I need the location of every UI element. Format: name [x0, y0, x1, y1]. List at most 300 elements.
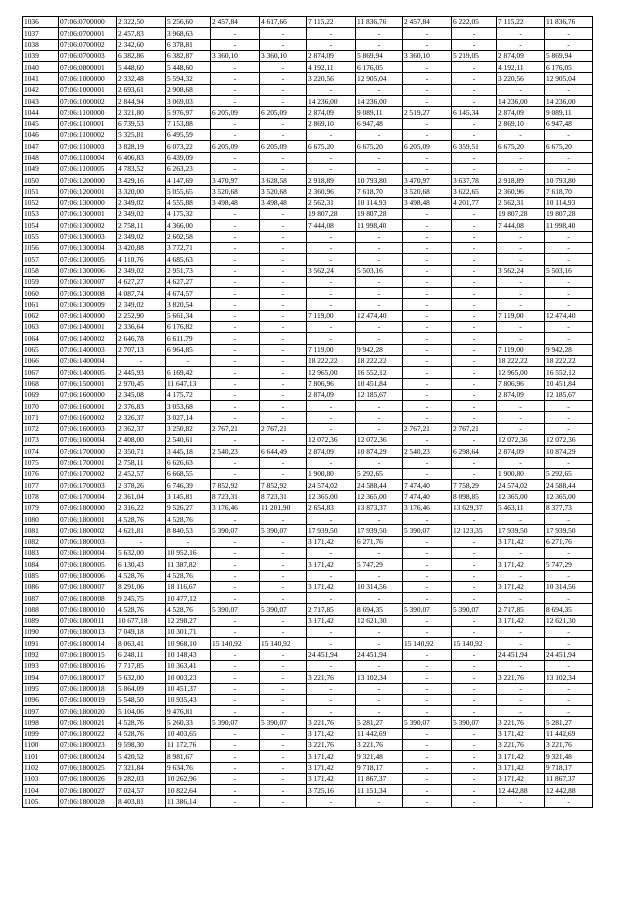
table-cell: 15 140,92: [260, 638, 307, 649]
table-cell: 12 072,36: [307, 434, 356, 445]
table-cell: 1061: [23, 299, 59, 310]
table-cell: 24 451,94: [497, 649, 545, 660]
table-cell: -: [403, 728, 452, 739]
table-cell: 2 362,37: [117, 423, 166, 434]
table-cell: -: [452, 129, 497, 140]
table-cell: 6 176,82: [166, 322, 211, 333]
table-cell: 12 365,00: [545, 491, 593, 502]
table-cell: 8 377,73: [545, 502, 593, 513]
table-cell: 3 069,03: [166, 96, 211, 107]
table-cell: 3 171,42: [307, 536, 356, 547]
table-cell: -: [545, 299, 593, 310]
table-row: [23, 310, 593, 321]
table-cell: 3 637,78: [452, 175, 497, 186]
table-cell: -: [260, 276, 307, 287]
table-row: [23, 242, 593, 253]
table-cell: 14 236,00: [307, 96, 356, 107]
table-cell: -: [260, 672, 307, 683]
table-cell: 3 470,97: [211, 175, 260, 186]
table-row: [23, 175, 593, 186]
table-cell: -: [545, 514, 593, 525]
table-cell: -: [356, 333, 403, 344]
table-cell: 2 350,71: [117, 446, 166, 457]
table-cell: -: [403, 740, 452, 751]
table-row: [23, 446, 593, 457]
table-cell: 3 520,68: [211, 186, 260, 197]
table-cell: 6 675,20: [356, 141, 403, 152]
table-cell: 2 869,10: [307, 118, 356, 129]
table-cell: -: [403, 73, 452, 84]
table-cell: -: [497, 683, 545, 694]
table-cell: 9 476,81: [166, 706, 211, 717]
table-cell: 7 806,96: [307, 378, 356, 389]
table-cell: 5 292,65: [545, 468, 593, 479]
table-cell: 11 172,76: [166, 740, 211, 751]
table-cell: 07:06:1800019: [59, 694, 117, 705]
table-cell: -: [307, 28, 356, 39]
table-cell: -: [356, 276, 403, 287]
table-cell: -: [307, 401, 356, 412]
table-cell: 12 905,04: [356, 73, 403, 84]
table-cell: -: [356, 593, 403, 604]
table-cell: 3 429,16: [117, 175, 166, 186]
table-cell: 1066: [23, 355, 59, 366]
table-cell: -: [211, 683, 260, 694]
table-cell: -: [307, 276, 356, 287]
table-cell: -: [452, 367, 497, 378]
table-cell: 07:06:1600000: [59, 389, 117, 400]
table-cell: 2 321,80: [117, 107, 166, 118]
table-cell: 3 171,42: [497, 536, 545, 547]
table-cell: 1091: [23, 638, 59, 649]
table-cell: 6 169,42: [166, 367, 211, 378]
table-cell: -: [403, 615, 452, 626]
table-cell: -: [452, 570, 497, 581]
table-cell: 2 908,68: [166, 84, 211, 95]
table-cell: 07:06:1800005: [59, 559, 117, 570]
table-cell: 07:06:1800026: [59, 773, 117, 784]
table-cell: 3 520,68: [260, 186, 307, 197]
table-cell: -: [211, 355, 260, 366]
table-cell: 07:06:1100004: [59, 152, 117, 163]
table-cell: -: [356, 660, 403, 671]
table-cell: -: [545, 638, 593, 649]
table-cell: 5 869,94: [356, 50, 403, 61]
table-cell: -: [211, 785, 260, 796]
table-cell: -: [356, 412, 403, 423]
table-cell: 15 140,92: [452, 638, 497, 649]
table-cell: 4 087,74: [117, 288, 166, 299]
table-cell: 7 474,40: [403, 491, 452, 502]
table-cell: 1056: [23, 242, 59, 253]
table-cell: 3 221,76: [545, 740, 593, 751]
table-cell: 2 693,61: [117, 84, 166, 95]
table-cell: 07:06:1300008: [59, 288, 117, 299]
table-cell: 07:06:1800028: [59, 796, 117, 807]
table-cell: 10 451,37: [166, 683, 211, 694]
table-cell: 4 201,77: [452, 197, 497, 208]
table-cell: 17 939,50: [356, 525, 403, 536]
table-cell: -: [403, 288, 452, 299]
table-cell: 2 758,11: [117, 220, 166, 231]
table-cell: 5 632,00: [117, 672, 166, 683]
table-cell: -: [497, 638, 545, 649]
table-cell: -: [403, 593, 452, 604]
table-cell: -: [211, 762, 260, 773]
table-cell: -: [117, 536, 166, 547]
table-row: [23, 118, 593, 129]
table-cell: 11 998,40: [356, 220, 403, 231]
table-cell: -: [307, 514, 356, 525]
table-row: [23, 773, 593, 784]
table-cell: -: [403, 209, 452, 220]
table-cell: 5 390,07: [403, 604, 452, 615]
table-cell: 12 965,00: [497, 367, 545, 378]
table-cell: -: [452, 706, 497, 717]
table-cell: 1076: [23, 468, 59, 479]
table-row: [23, 39, 593, 50]
table-cell: 3 027,14: [166, 412, 211, 423]
table-cell: -: [307, 683, 356, 694]
table-cell: -: [211, 694, 260, 705]
table-cell: 07:06:1700004: [59, 491, 117, 502]
table-cell: 1093: [23, 660, 59, 671]
table-cell: -: [403, 672, 452, 683]
table-cell: 1105: [23, 796, 59, 807]
table-cell: -: [452, 310, 497, 321]
table-cell: -: [307, 152, 356, 163]
table-cell: -: [403, 378, 452, 389]
table-cell: -: [545, 457, 593, 468]
table-cell: -: [307, 796, 356, 807]
table-cell: -: [356, 163, 403, 174]
table-cell: 7 852,92: [260, 480, 307, 491]
table-cell: 1090: [23, 627, 59, 638]
table-cell: -: [307, 457, 356, 468]
table-cell: -: [356, 423, 403, 434]
table-cell: 5 390,07: [403, 525, 452, 536]
table-cell: 6 495,59: [166, 129, 211, 140]
table-cell: 3 250,82: [166, 423, 211, 434]
table-cell: -: [452, 559, 497, 570]
table-cell: -: [260, 333, 307, 344]
table-cell: 11 386,14: [166, 796, 211, 807]
table-cell: -: [211, 570, 260, 581]
table-cell: -: [403, 570, 452, 581]
table-row: [23, 627, 593, 638]
table-cell: -: [356, 322, 403, 333]
table-cell: 12 621,30: [545, 615, 593, 626]
table-cell: -: [403, 333, 452, 344]
table-cell: -: [403, 536, 452, 547]
table-cell: 2 767,21: [403, 423, 452, 434]
table-cell: 3 320,00: [117, 186, 166, 197]
table-cell: -: [356, 706, 403, 717]
table-cell: 2 874,09: [307, 107, 356, 118]
table-cell: 10 451,84: [545, 378, 593, 389]
table-cell: 07:06:0700001: [59, 28, 117, 39]
table-cell: 10 952,16: [166, 547, 211, 558]
table-cell: -: [403, 96, 452, 107]
table-cell: 7 119,00: [497, 344, 545, 355]
table-cell: 1072: [23, 423, 59, 434]
table-cell: 7 618,70: [356, 186, 403, 197]
table-cell: -: [260, 84, 307, 95]
table-cell: -: [452, 84, 497, 95]
table-cell: 12 474,40: [545, 310, 593, 321]
table-cell: -: [260, 28, 307, 39]
table-cell: 1083: [23, 547, 59, 558]
table-cell: -: [403, 118, 452, 129]
table-cell: 5 390,07: [260, 525, 307, 536]
table-cell: 1100: [23, 740, 59, 751]
table-cell: -: [356, 152, 403, 163]
table-cell: -: [403, 322, 452, 333]
table-cell: -: [403, 412, 452, 423]
table-cell: 5 390,07: [211, 525, 260, 536]
table-cell: -: [260, 706, 307, 717]
table-cell: 5 390,07: [403, 717, 452, 728]
table-cell: 12 072,36: [545, 434, 593, 445]
table-cell: -: [211, 773, 260, 784]
table-cell: 1067: [23, 367, 59, 378]
table-row: [23, 468, 593, 479]
table-cell: 24 451,94: [545, 649, 593, 660]
table-cell: 3 171,42: [307, 728, 356, 739]
table-cell: 3 968,63: [166, 28, 211, 39]
table-cell: 2 342,60: [117, 39, 166, 50]
table-cell: 2 540,23: [403, 446, 452, 457]
table-cell: 2 707,13: [117, 344, 166, 355]
table-row: [23, 514, 593, 525]
table-cell: -: [497, 129, 545, 140]
table-cell: -: [211, 412, 260, 423]
table-cell: -: [260, 62, 307, 73]
table-cell: -: [497, 242, 545, 253]
table-cell: 4 192,11: [497, 62, 545, 73]
table-cell: -: [260, 762, 307, 773]
table-cell: -: [452, 152, 497, 163]
table-cell: 3 171,42: [307, 581, 356, 592]
table-row: [23, 96, 593, 107]
table-cell: -: [403, 468, 452, 479]
table-cell: -: [356, 401, 403, 412]
table-cell: 7 444,08: [307, 220, 356, 231]
table-cell: 07:06:1600003: [59, 423, 117, 434]
table-cell: -: [403, 762, 452, 773]
table-cell: 19 807,28: [545, 209, 593, 220]
table-row: [23, 423, 593, 434]
table-cell: 1099: [23, 728, 59, 739]
table-cell: -: [452, 28, 497, 39]
table-cell: -: [452, 672, 497, 683]
table-cell: 3 171,42: [497, 751, 545, 762]
table-cell: -: [211, 129, 260, 140]
table-cell: 2 361,04: [117, 491, 166, 502]
table-cell: 12 965,00: [307, 367, 356, 378]
table-cell: 1101: [23, 751, 59, 762]
table-cell: 10 314,56: [356, 581, 403, 592]
table-cell: 5 281,27: [356, 717, 403, 728]
table-cell: 24 451,94: [356, 649, 403, 660]
table-cell: -: [211, 434, 260, 445]
table-cell: 07:06:1800017: [59, 672, 117, 683]
table-cell: 9 634,76: [166, 762, 211, 773]
table-cell: 18 222,22: [356, 355, 403, 366]
table-cell: 3 221,76: [307, 717, 356, 728]
table-cell: -: [497, 423, 545, 434]
table-cell: 4 528,76: [166, 570, 211, 581]
table-cell: 14 236,00: [356, 96, 403, 107]
table-cell: 07:06:1800013: [59, 627, 117, 638]
table-cell: -: [307, 627, 356, 638]
table-cell: 5 055,65: [166, 186, 211, 197]
table-cell: 3 171,42: [307, 762, 356, 773]
table-cell: 1038: [23, 39, 59, 50]
table-cell: 24 574,02: [497, 480, 545, 491]
table-cell: 2 332,48: [117, 73, 166, 84]
table-cell: -: [260, 627, 307, 638]
table-cell: 07:06:0700003: [59, 50, 117, 61]
table-cell: -: [452, 73, 497, 84]
table-row: [23, 333, 593, 344]
table-cell: 18 116,67: [166, 581, 211, 592]
table-cell: -: [452, 231, 497, 242]
table-cell: 2 874,09: [497, 389, 545, 400]
table-cell: -: [452, 728, 497, 739]
table-cell: 6 130,43: [117, 559, 166, 570]
table-cell: 2 336,64: [117, 322, 166, 333]
table-cell: -: [211, 333, 260, 344]
table-cell: 2 349,02: [117, 209, 166, 220]
table-row: [23, 740, 593, 751]
table-cell: 07:06:1200000: [59, 175, 117, 186]
table-cell: -: [356, 254, 403, 265]
table-cell: -: [452, 547, 497, 558]
table-cell: 07:06:1800027: [59, 785, 117, 796]
table-row: [23, 220, 593, 231]
table-cell: 5 594,32: [166, 73, 211, 84]
table-cell: -: [211, 468, 260, 479]
table-cell: 6 248,11: [117, 649, 166, 660]
table-cell: 6 675,20: [545, 141, 593, 152]
table-cell: 07:06:1800007: [59, 581, 117, 592]
table-cell: 11 836,76: [545, 17, 593, 28]
table-cell: 1070: [23, 401, 59, 412]
table-cell: 3 725,16: [307, 785, 356, 796]
table-cell: 4 175,32: [166, 209, 211, 220]
table-cell: -: [403, 152, 452, 163]
table-cell: 07:06:1000001: [59, 84, 117, 95]
table-cell: -: [403, 434, 452, 445]
table-cell: 5 632,00: [117, 547, 166, 558]
table-cell: 1071: [23, 412, 59, 423]
table-row: [23, 378, 593, 389]
table-cell: 3 171,42: [497, 728, 545, 739]
table-cell: 1062: [23, 310, 59, 321]
table-cell: 1092: [23, 649, 59, 660]
table-cell: 07:06:1800001: [59, 514, 117, 525]
table-cell: -: [211, 615, 260, 626]
table-cell: 07:06:1100001: [59, 118, 117, 129]
table-cell: -: [260, 536, 307, 547]
table-cell: 07:06:1600001: [59, 401, 117, 412]
table-cell: -: [452, 514, 497, 525]
table-cell: 11 867,37: [356, 773, 403, 784]
table-cell: -: [260, 412, 307, 423]
table-cell: -: [452, 333, 497, 344]
table-row: [23, 28, 593, 39]
table-cell: 8 694,35: [545, 604, 593, 615]
table-cell: -: [260, 593, 307, 604]
table-cell: 5 219,05: [452, 50, 497, 61]
table-cell: -: [307, 333, 356, 344]
table-cell: -: [497, 547, 545, 558]
table-cell: -: [211, 389, 260, 400]
table-cell: 07:06:1800024: [59, 751, 117, 762]
table-cell: -: [452, 299, 497, 310]
table-cell: 5 661,34: [166, 310, 211, 321]
table-cell: -: [211, 344, 260, 355]
table-cell: 6 205,09: [260, 107, 307, 118]
table-row: [23, 84, 593, 95]
table-cell: 9 089,11: [356, 107, 403, 118]
table-cell: 2 970,45: [117, 378, 166, 389]
table-cell: 5 420,52: [117, 751, 166, 762]
table-cell: -: [211, 28, 260, 39]
table-row: [23, 434, 593, 445]
table-cell: 13 102,34: [356, 672, 403, 683]
table-cell: 1051: [23, 186, 59, 197]
table-cell: -: [403, 751, 452, 762]
table-cell: 6 378,81: [166, 39, 211, 50]
table-cell: 7 444,08: [497, 220, 545, 231]
table-cell: 07:06:1800021: [59, 717, 117, 728]
table-cell: 2 349,02: [117, 265, 166, 276]
table-cell: -: [403, 367, 452, 378]
table-cell: 5 747,29: [356, 559, 403, 570]
table-cell: 4 627,27: [166, 276, 211, 287]
table-cell: 3 360,10: [211, 50, 260, 61]
table-cell: 4 674,57: [166, 288, 211, 299]
table-cell: 1084: [23, 559, 59, 570]
table-cell: -: [403, 265, 452, 276]
table-cell: 6 626,63: [166, 457, 211, 468]
table-cell: 5 448,60: [166, 62, 211, 73]
table-cell: -: [211, 96, 260, 107]
table-cell: -: [452, 265, 497, 276]
table-cell: 10 114,93: [545, 197, 593, 208]
table-cell: 4 685,63: [166, 254, 211, 265]
table-cell: -: [497, 39, 545, 50]
table-cell: -: [452, 683, 497, 694]
table-cell: 5 463,11: [497, 502, 545, 513]
table-cell: 2 874,09: [307, 50, 356, 61]
table-cell: 07:06:1800018: [59, 683, 117, 694]
table-cell: -: [211, 559, 260, 570]
table-cell: 07:06:1800016: [59, 660, 117, 671]
table-cell: -: [452, 276, 497, 287]
table-row: [23, 163, 593, 174]
table-cell: 1086: [23, 581, 59, 592]
table-cell: 1097: [23, 706, 59, 717]
table-cell: -: [211, 672, 260, 683]
table-cell: 7 115,22: [307, 17, 356, 28]
table-cell: -: [356, 638, 403, 649]
table-cell: -: [260, 683, 307, 694]
table-cell: 10 677,18: [117, 615, 166, 626]
table-cell: 1089: [23, 615, 59, 626]
